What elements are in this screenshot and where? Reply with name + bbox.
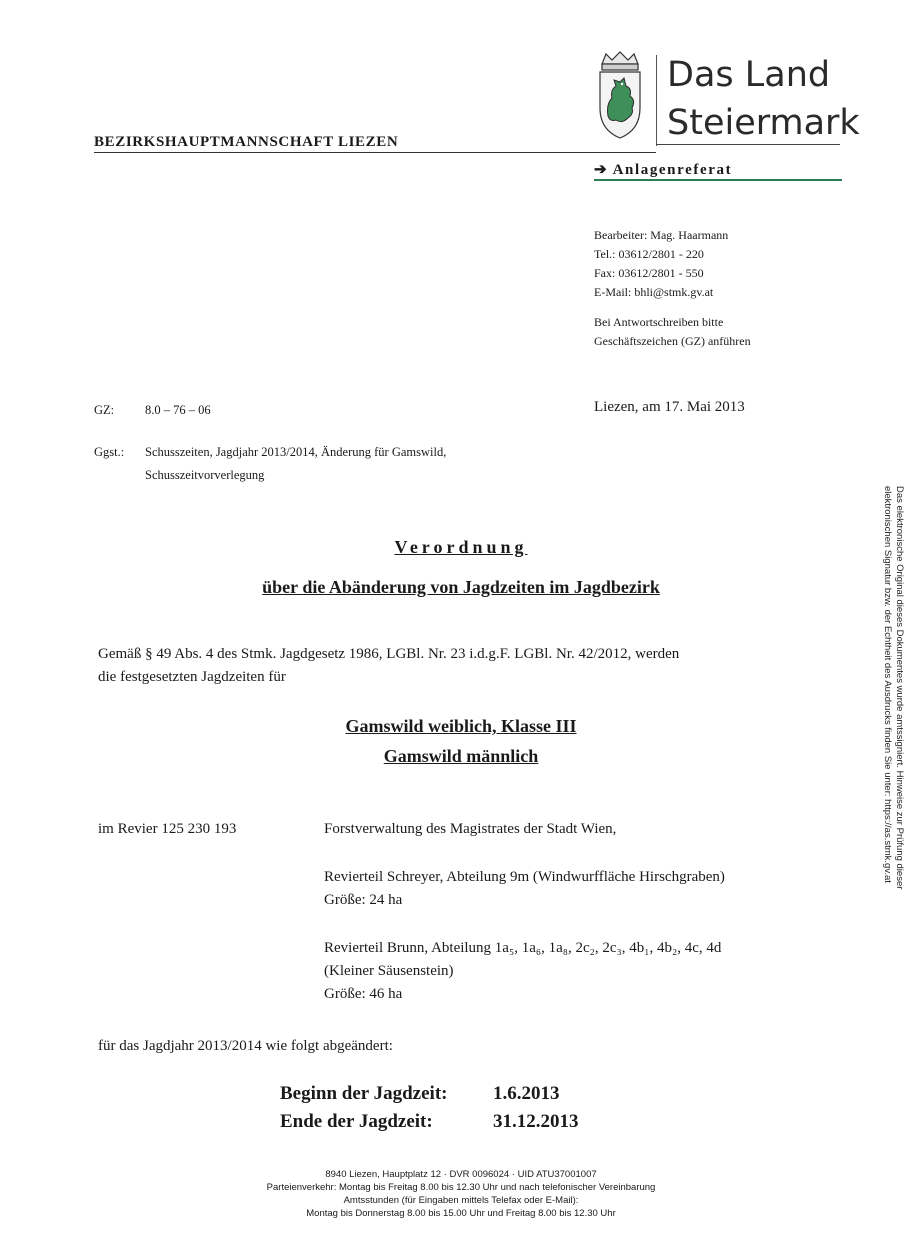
contact-block — [594, 226, 728, 302]
subject-line: Schusszeitvorverlegung — [145, 468, 265, 482]
closing-line: für das Jagdjahr 2013/2014 wie folgt abgeändert: — [98, 1038, 393, 1054]
signature-note-line: elektronischen Signatur bzw. der Echtheit des Ausdrucks finden Sie unter: https://as.stmk.gv.at — [882, 486, 893, 883]
game-category: Gamswild weiblich, Klasse III — [345, 716, 577, 736]
footer-business-hours-label: Amtsstunden (für Eingaben mittels Telefax oder E-Mail): — [343, 1195, 579, 1206]
game-category: Gamswild männlich — [383, 746, 539, 766]
department-rule — [594, 179, 842, 181]
hunting-ground-label: im Revier 125 230 193 — [98, 821, 237, 837]
file-number-label: GZ: — [94, 403, 115, 417]
season-end-value: 31.12.2013 — [493, 1111, 579, 1132]
brand-name-line2: Steiermark — [667, 103, 860, 143]
place-date: Liezen, am 17. Mai 2013 — [594, 399, 745, 415]
brand-underline — [656, 144, 840, 145]
fax-line: Fax: 03612/2801 - 550 — [594, 266, 704, 280]
department — [594, 160, 732, 179]
footer-business-hours: Montag bis Donnerstag 8.00 bis 15.00 Uhr und Freitag 8.00 bis 12.30 Uhr — [306, 1208, 616, 1219]
signature-note — [881, 486, 905, 890]
section-schreyer-size: Größe: 24 ha — [324, 892, 403, 908]
document-subtitle: über die Abänderung von Jagdzeiten im Jagdbezirk — [262, 577, 660, 597]
intro-line: Gemäß § 49 Abs. 4 des Stmk. Jagdgesetz 1986, LGBl. Nr. 23 i.d.g.F. LGBl. Nr. 42/2012, werden — [98, 646, 680, 662]
brand-name-line1: Das Land — [667, 55, 831, 95]
section-schreyer: Revierteil Schreyer, Abteilung 9m (Windwurffläche Hirschgraben) — [324, 869, 725, 885]
section-brunn-size: Größe: 46 ha — [324, 986, 403, 1002]
subject-line: Schusszeiten, Jagdjahr 2013/2014, Änderung für Gamswild, — [145, 445, 447, 459]
section-brunn: Revierteil Brunn, Abteilung 1a₅, 1a₆, 1a₈, 2c₂, 2c₃, 4b₁, 4b₂, 4c, 4d — [324, 940, 722, 956]
intro-line: die festgesetzten Jagdzeiten für — [98, 669, 286, 685]
department-label: Anlagenreferat — [612, 162, 733, 178]
email-line: E-Mail: bhli@stmk.gv.at — [594, 285, 714, 299]
issuing-authority: BEZIRKSHAUPTMANNSCHAFT LIEZEN — [94, 134, 399, 150]
arrow-right-icon: ➔ — [594, 162, 607, 178]
season-begin-value: 1.6.2013 — [493, 1083, 560, 1104]
footer-office-hours: Parteienverkehr: Montag bis Freitag 8.00 bis 12.30 Uhr und nach telefonischer Vereinbarung — [266, 1182, 656, 1193]
file-number-value: 8.0 – 76 – 06 — [145, 403, 211, 417]
season-end-label: Ende der Jagdzeit: — [280, 1111, 433, 1132]
hunting-ground-owner: Forstverwaltung des Magistrates der Stadt Wien, — [324, 821, 617, 837]
document-title: Verordnung — [394, 537, 528, 557]
header-rule — [94, 152, 656, 153]
phone-line: Tel.: 03612/2801 - 220 — [594, 247, 704, 261]
reply-note-line: Geschäftszeichen (GZ) anführen — [594, 334, 751, 348]
footer-address: 8940 Liezen, Hauptplatz 12 · DVR 0096024 · UID ATU37001007 — [325, 1169, 597, 1180]
coat-of-arms-icon — [592, 50, 648, 140]
signature-note-line: Das elektronische Original dieses Dokumentes wurde amtssigniert. Hinweise zur Prüfung dieser — [894, 486, 905, 890]
brand-divider — [656, 55, 657, 146]
reply-note-line: Bei Antwortschreiben bitte — [594, 315, 724, 329]
reply-note — [594, 313, 751, 351]
handler-line: Bearbeiter: Mag. Haarmann — [594, 228, 729, 242]
section-brunn-note: (Kleiner Säusenstein) — [324, 963, 454, 979]
subject-label: Ggst.: — [94, 445, 125, 459]
season-begin-label: Beginn der Jagdzeit: — [280, 1083, 448, 1104]
